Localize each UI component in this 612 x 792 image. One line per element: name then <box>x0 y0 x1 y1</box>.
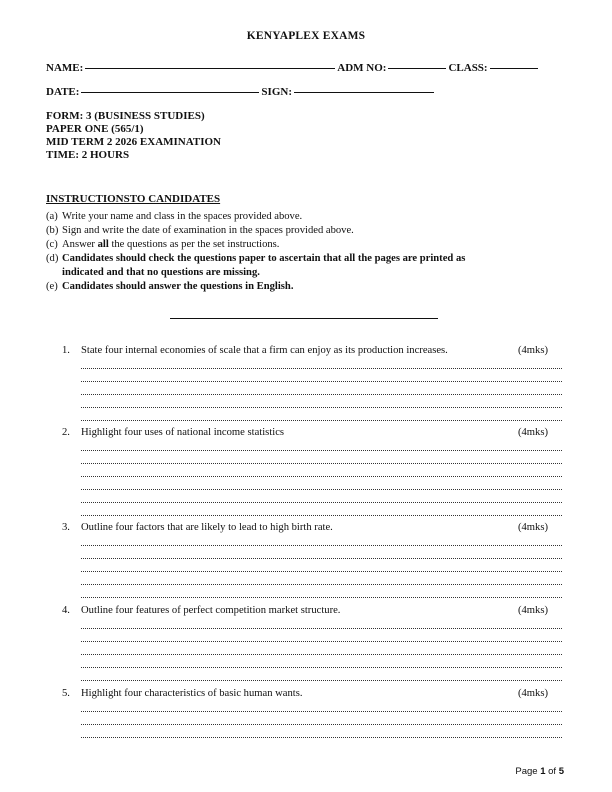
exam-line: MID TERM 2 2026 EXAMINATION <box>46 136 221 148</box>
question-number: 3. <box>62 522 70 533</box>
question-text: Highlight four uses of national income statistics <box>81 427 285 438</box>
question-2 <box>62 427 562 516</box>
instruction-c: (c) Answer all the questions as per the set instructions. <box>46 239 280 250</box>
question-4 <box>62 605 562 681</box>
question-number: 1. <box>62 345 70 356</box>
class-field[interactable] <box>490 67 538 69</box>
adm-field[interactable] <box>388 67 446 69</box>
name-field[interactable] <box>85 67 335 69</box>
class-label: CLASS: <box>448 62 488 74</box>
instruction-d-continued: indicated and that no questions are missing. <box>62 267 260 278</box>
question-text: Outline four features of perfect competition market structure. <box>81 605 341 616</box>
question-text: State four internal economies of scale that a firm can enjoy as its production increases. <box>81 345 448 356</box>
answer-line[interactable] <box>81 382 562 395</box>
date-label: DATE: <box>46 86 80 98</box>
instruction-e: (e) Candidates should answer the questions in English. <box>46 281 294 292</box>
adm-label: ADM NO: <box>337 62 387 74</box>
date-field[interactable] <box>81 91 259 93</box>
question-marks: (4mks) <box>517 345 548 356</box>
question-marks: (4mks) <box>517 522 548 533</box>
answer-line[interactable] <box>81 559 562 572</box>
exam-meta <box>46 110 221 162</box>
answer-line[interactable] <box>81 668 562 681</box>
question-number: 2. <box>62 427 70 438</box>
question-marks: (4mks) <box>517 688 548 699</box>
answer-line[interactable] <box>81 585 562 598</box>
question-number: 5. <box>62 688 70 699</box>
answer-line[interactable] <box>81 356 562 369</box>
answer-line[interactable] <box>81 490 562 503</box>
answer-line[interactable] <box>81 477 562 490</box>
question-5 <box>62 688 562 738</box>
answer-line[interactable] <box>81 629 562 642</box>
answer-line[interactable] <box>81 642 562 655</box>
sign-label: SIGN: <box>261 86 292 98</box>
answer-line[interactable] <box>81 369 562 382</box>
answer-line[interactable] <box>81 451 562 464</box>
question-1 <box>62 345 562 421</box>
answer-line[interactable] <box>81 655 562 668</box>
answer-line[interactable] <box>81 395 562 408</box>
question-3 <box>62 522 562 598</box>
form-line: FORM: 3 (BUSINESS STUDIES) <box>46 110 205 122</box>
answer-line[interactable] <box>81 464 562 477</box>
question-number: 4. <box>62 605 70 616</box>
answer-line[interactable] <box>81 503 562 516</box>
instruction-b: (b) Sign and write the date of examination in the spaces provided above. <box>46 225 354 236</box>
sign-field[interactable] <box>294 91 434 93</box>
question-text: Outline four factors that are likely to lead to high birth rate. <box>81 522 333 533</box>
section-divider <box>170 318 438 319</box>
question-text: Highlight four characteristics of basic human wants. <box>81 688 303 699</box>
paper-line: PAPER ONE (565/1) <box>46 123 144 135</box>
answer-line[interactable] <box>81 408 562 421</box>
instruction-d: (d) Candidates should check the questions paper to ascertain that all the pages are printed as <box>46 253 466 264</box>
name-adm-class-row <box>46 62 540 74</box>
instructions-list <box>46 210 566 294</box>
answer-line[interactable] <box>81 533 562 546</box>
answer-line[interactable] <box>81 616 562 629</box>
answer-line[interactable] <box>81 438 562 451</box>
exam-title: KENYAPLEX EXAMS <box>246 30 366 42</box>
answer-line[interactable] <box>81 546 562 559</box>
question-marks: (4mks) <box>517 427 548 438</box>
date-sign-row <box>46 86 436 98</box>
answer-line[interactable] <box>81 572 562 585</box>
name-label: NAME: <box>46 62 84 74</box>
time-line: TIME: 2 HOURS <box>46 149 130 161</box>
answer-line[interactable] <box>81 725 562 738</box>
answer-line[interactable] <box>81 699 562 712</box>
question-marks: (4mks) <box>517 605 548 616</box>
page-number: Page 1 of 5 <box>515 766 564 777</box>
instruction-a: (a) Write your name and class in the spaces provided above. <box>46 211 303 222</box>
answer-line[interactable] <box>81 712 562 725</box>
instructions-heading: INSTRUCTIONSTO CANDIDATES <box>46 193 221 205</box>
